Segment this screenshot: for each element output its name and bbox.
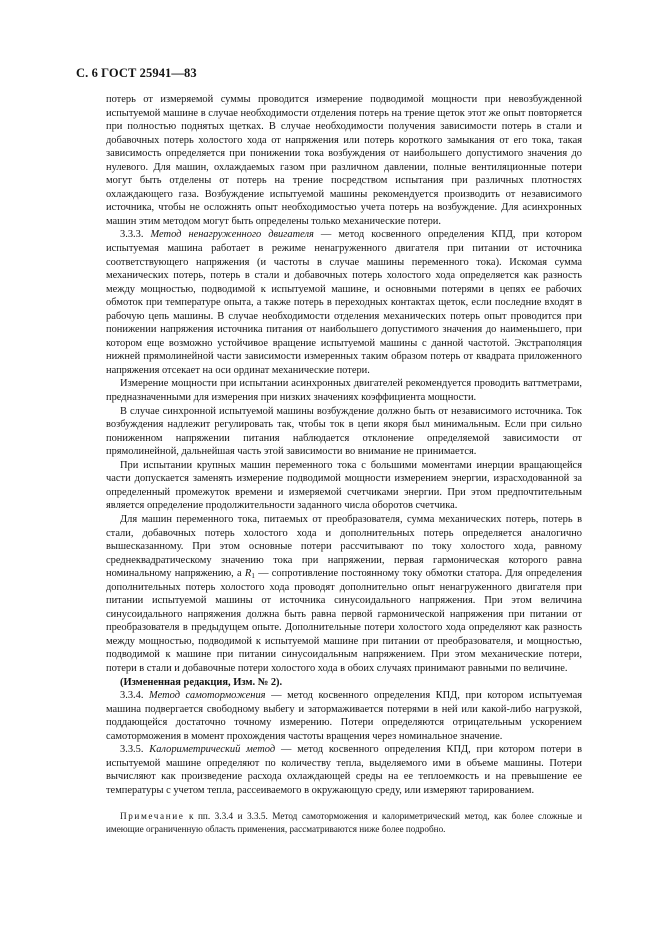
paragraph-synchronous: В случае синхронной испытуемой машины возбуждение должно быть от независимого источника. Ток возбуждения надлежит регулировать так, чтобы ток в цепи якоря был минимальным. Если при сильно пониженном напряжении питания наблюдается отклонение определяемой зависимости от прямолинейной, дальнейшая часть этой зависимости во внимание не принимается.	[106, 405, 582, 458]
section-title: Метод самоторможения	[149, 690, 266, 702]
section-3-3-3	[106, 228, 582, 377]
section-number: 3.3.4.	[120, 690, 144, 702]
note-text: к пп. 3.3.4 и 3.3.5. Метод самоторможения и калориметрический метод, как более сложные и имеющие ограниченную область применения, рассматриваются ниже более подробно.	[106, 811, 582, 835]
paragraph-text: Для машин переменного тока, питаемых от преобразователя, сумма механических потерь, потерь в стали, добавочных потерь холостого хода и дополнительных потерь определяется аналогично вышесказанному. При этом основные потери рассчитывают по току холостого хода, равному среднеквадратическому значению тока при напряжении, первая гармоническая которого равна номинальному напряжению, а	[106, 513, 582, 580]
paragraph-text: — сопротивление постоянному току обмотки статора. Для определения дополнительных потерь холостого хода проводят дополнительно опыт ненагруженного двигателя при питании испытуемой машины от источника синусоидального напряжения. При этом величина синусоидального напряжения должна быть равна первой гармонической напряжения при питании от преобразователя в предыдущем опыте. Дополнительные потери холостого хода определяют как разность между мощностью, подводимой к испытуемой машине при питании от преобразователя, и мощностью, подводимой к машине при питании синусоидальным напряжением. При этом механические потери, потери в стали и добавочные потери холостого хода в обоих случаях принимают равными по величине.	[106, 568, 582, 674]
section-number: 3.3.3.	[120, 229, 144, 241]
paragraph-wattmeter: Измерение мощности при испытании асинхронных двигателей рекомендуется проводить ваттметрами, предназначенными для измерения при низких значениях коэффициента мощности.	[106, 378, 582, 404]
section-title: Калориметрический метод	[149, 744, 276, 756]
paragraph-large-machines: При испытании крупных машин переменного тока с большими моментами инерции вращающейся части допускается заменять измерение подводимой мощности измерением энергии, израсходованной за определенный промежуток времени и измеряемой счетчиками энергии. При этом предпочтительным является определение продолжительности заданного числа оборотов счетчика.	[106, 459, 582, 512]
section-text: — метод косвенного определения КПД, при котором испытуемая машина подвергается свободному выбегу и затормаживается потерями в ней или какой-либо нагрузкой, поддающейся достаточно точному измерению. Потери определяются отрицательным ускорением самоторможения в момент прохождения частоты вращения через номинальное значение.	[106, 690, 582, 742]
resistance-subscript: 1	[251, 572, 255, 581]
section-text: — метод косвенного определения КПД, при котором испытуемая машина работает в режиме ненагруженного двигателя при питании от источника соответствующего напряжения (и частоты в случае машины переменного тока). Искомая сумма механических потерь, потерь в стали и добавочных потерь холостого хода определяется как разность между мощностью, подводимой к испытуемой машине, и основными потерями в цепях ее рабочих обмоток при температуре опыта, а также потерь в переходных контактах щеток, если последние входят в рабочую цепь машины. В случае необходимости отделения механических потерь опыт проводится при понижении напряжения источника питания от наибольшего допустимого значения до наименьшего, при котором еще возможно устойчивое вращение испытуемой машины с данной частотой. Экстраполяция нижней прямолинейной части зависимости измеренных таким образом потерь от квадрата приложенного напряжения отсекает на оси ординат механические потери.	[106, 229, 583, 376]
section-title: Метод ненагруженного двигателя	[150, 229, 314, 241]
resistance-symbol: R	[244, 568, 252, 580]
paragraph-continuation: потерь от измеряемой суммы проводится измерение подводимой мощности при невозбужденной испытуемой машине в случае необходимости отделения потерь на трение щеток этот же опыт повторяется при полностью поднятых щетках. В случае необходимости получения зависимости потерь в стали и добавочных потерь холостого хода от напряжения или потерь короткого замыкания от его тока, такая зависимость определяется при понижении тока возбуждения от наибольшего допустимого значения до нулевого. Для машин, охлаждаемых газом при различном давлении, полные вентиляционные потери могут быть отделены от потерь на трение посредством испытания при различных плотностях охлаждающего газа. Возбуждение испытуемой машины рекомендуется производить от независимого источника, чтобы не осложнять опыт необходимостью учета потерь на возбуждение. Для асинхронных машин этим методом могут быть определены только механические потери.	[106, 94, 582, 227]
page-header: С. 6 ГОСТ 25941—83	[76, 66, 197, 80]
section-3-3-4	[106, 689, 582, 743]
revision-note: (Измененная редакция, Изм. № 2).	[120, 676, 283, 688]
section-3-3-5	[106, 743, 582, 797]
section-text: — метод косвенного определения КПД, при котором потери в испытуемой машине определяют по количеству тепла, выделяемого ими в объеме машины. Потери вычисляют как произведение расхода охлаждающей среды на ее теплоемкость и на превышение ее температуры с учетом тепла, рассеиваемого в окружающую среду, или измеряют тарированием.	[106, 744, 582, 796]
document-body	[106, 93, 582, 836]
note	[106, 810, 582, 836]
section-number: 3.3.5.	[120, 744, 144, 756]
note-label: Примечание	[120, 811, 185, 822]
paragraph-converter	[106, 513, 582, 676]
